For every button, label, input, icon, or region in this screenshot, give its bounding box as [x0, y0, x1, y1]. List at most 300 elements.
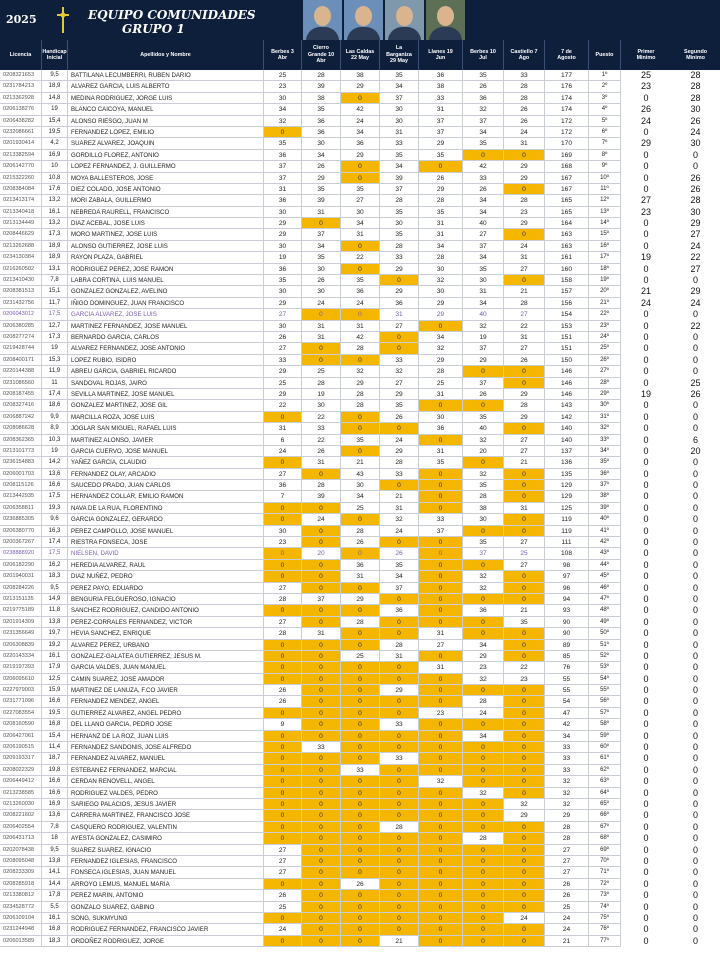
table-row: [0, 526, 720, 537]
cell-segundo-minimo: 0: [692, 742, 698, 753]
cell-licencia: 0213262688: [0, 241, 42, 252]
cell-berbes-abr: 27: [264, 309, 302, 320]
cell-las-caldas: 0: [341, 776, 380, 787]
cell-castiello: 23: [504, 674, 545, 685]
cell-primer-minimo: 0: [643, 126, 649, 137]
cell-nombre: MARCILLA ROZA, JOSE LUIS: [68, 412, 264, 423]
cell-las-caldas: 0: [341, 674, 380, 685]
cell-primer-minimo: 0: [643, 650, 649, 661]
cell-handicap: 9,6: [42, 514, 68, 525]
column-header-las-caldas: Las Caldas 22 May: [341, 40, 380, 70]
cell-berbes-abr: 26: [264, 890, 302, 901]
cell-nombre: FERNANDEZ OLAY, ARCADIO: [68, 469, 264, 480]
cell-cierro-grande: 22: [302, 435, 341, 446]
table-row: [0, 207, 720, 218]
cell-berbes-jul: 35: [463, 264, 504, 275]
cell-berbes-jul: 37: [463, 241, 504, 252]
table-row: [0, 298, 720, 309]
table-row: [0, 628, 720, 639]
cell-licencia: 0231771096: [0, 696, 42, 707]
cell-la-barganiza: 0: [380, 867, 419, 878]
table-row: [0, 366, 720, 377]
cell-segundo-minimo: 0: [692, 537, 698, 548]
cell-total: 154: [545, 309, 589, 320]
cell-nombre: CARRERA MARTINEZ, FRANCISCO JOSE: [68, 810, 264, 821]
cell-llanes: 0: [419, 913, 463, 924]
table-row: [0, 788, 720, 799]
cell-la-barganiza: 21: [380, 936, 419, 947]
cell-handicap: 15,3: [42, 355, 68, 366]
column-header-nombre: Apellidos y Nombre: [68, 40, 264, 70]
cell-berbes-abr: 23: [264, 81, 302, 92]
cell-puesto: 67º: [589, 822, 621, 833]
cell-segundo-minimo: 29: [690, 218, 701, 229]
cell-total: 125: [545, 503, 589, 514]
cell-puesto: 4º: [589, 104, 621, 115]
cell-puesto: 6º: [589, 127, 621, 138]
cell-segundo-minimo: 0: [692, 161, 698, 172]
cell-segundo-minimo: 27: [690, 263, 701, 274]
cell-nombre: CASQUERO RODRIGUEZ, VALENTIN: [68, 822, 264, 833]
cell-berbes-abr: 0: [264, 822, 302, 833]
cell-llanes: 32: [419, 343, 463, 354]
cell-puesto: 59º: [589, 731, 621, 742]
cell-puesto: 64º: [589, 788, 621, 799]
cell-las-caldas: 26: [341, 537, 380, 548]
cell-segundo-minimo: 0: [692, 935, 698, 946]
cell-puesto: 74º: [589, 902, 621, 913]
cell-llanes: 0: [419, 890, 463, 901]
cell-castiello: 0: [504, 651, 545, 662]
cell-primer-minimo: 0: [643, 149, 649, 160]
cell-castiello: 24: [504, 241, 545, 252]
cell-segundo-minimo: 0: [692, 707, 698, 718]
cell-la-barganiza: 0: [380, 594, 419, 605]
cell-llanes: 30: [419, 286, 463, 297]
cell-llanes: 0: [419, 435, 463, 446]
cell-nombre: ALONSO GUTIERREZ, JOSE LUIS: [68, 241, 264, 252]
cell-total: 33: [545, 753, 589, 764]
cell-berbes-jul: 34: [463, 195, 504, 206]
cell-nombre: GARCIA ALVAREZ, JOSE LUIS: [68, 309, 264, 320]
cell-castiello: 0: [504, 628, 545, 639]
cell-llanes: 0: [419, 924, 463, 935]
cell-castiello: 0: [504, 150, 545, 161]
cell-licencia: 0209193317: [0, 753, 42, 764]
column-header-licencia: Licencia: [0, 40, 42, 70]
cell-la-barganiza: 37: [380, 184, 419, 195]
cell-llanes: 0: [419, 696, 463, 707]
cell-nombre: GUTIERREZ ALVAREZ, ANGEL PEDRO: [68, 708, 264, 719]
cell-la-barganiza: 26: [380, 548, 419, 559]
cell-berbes-abr: 27: [264, 617, 302, 628]
cell-primer-minimo: 0: [643, 821, 649, 832]
table-row: [0, 389, 720, 400]
cell-llanes: 31: [419, 229, 463, 240]
cell-nombre: FERNANDEZ SANDONIS, JOSE ALFREDO: [68, 742, 264, 753]
cell-berbes-abr: 31: [264, 423, 302, 434]
cell-la-barganiza: 30: [380, 218, 419, 229]
cell-total: 26: [545, 890, 589, 901]
table-row: [0, 480, 720, 491]
cell-segundo-minimo: 0: [692, 799, 698, 809]
cell-castiello: 27: [504, 560, 545, 571]
table-row: [0, 879, 720, 890]
cell-handicap: 7,8: [42, 275, 68, 286]
cell-total: 170: [545, 138, 589, 149]
cell-llanes: 0: [419, 936, 463, 947]
cell-la-barganiza: 32: [380, 366, 419, 377]
cell-segundo-minimo: 0: [692, 480, 698, 491]
table-row: [0, 560, 720, 571]
cell-segundo-minimo: 0: [692, 639, 698, 650]
cell-llanes: 29: [419, 298, 463, 309]
cell-handicap: 16,2: [42, 560, 68, 571]
cell-berbes-abr: 0: [264, 127, 302, 138]
cell-handicap: 13,2: [42, 195, 68, 206]
table-row: [0, 617, 720, 628]
cell-puesto: 72º: [589, 879, 621, 890]
cell-llanes: 36: [419, 70, 463, 81]
cell-segundo-minimo: 0: [692, 628, 698, 639]
cell-cierro-grande: 0: [302, 719, 341, 730]
cell-licencia: 0220143334: [0, 651, 42, 662]
cell-nombre: CAMIN SUAREZ, JOSE AMADOR: [68, 674, 264, 685]
cell-segundo-minimo: 26: [690, 388, 701, 399]
cell-licencia: 0206308839: [0, 640, 42, 651]
cell-nombre: LABRA CORTINA, LUIS MANUEL: [68, 275, 264, 286]
cell-puesto: 15º: [589, 229, 621, 240]
cell-total: 143: [545, 400, 589, 411]
cell-llanes: 0: [419, 617, 463, 628]
cell-berbes-jul: 0: [463, 560, 504, 571]
cell-nombre: FERNANDEZ LOPEZ, EMILIO: [68, 127, 264, 138]
cell-primer-minimo: 0: [643, 183, 649, 194]
cell-primer-minimo: 0: [643, 685, 649, 696]
cell-cierro-grande: 39: [302, 81, 341, 92]
cell-la-barganiza: 0: [380, 856, 419, 867]
cell-puesto: 10º: [589, 173, 621, 184]
cell-berbes-abr: 36: [264, 150, 302, 161]
cell-la-barganiza: 0: [380, 890, 419, 901]
cell-cierro-grande: 0: [302, 924, 341, 935]
cell-llanes: 0: [419, 685, 463, 696]
cell-cierro-grande: 33: [302, 742, 341, 753]
table-row: [0, 275, 720, 286]
cell-licencia: 0213101773: [0, 446, 42, 457]
cell-puesto: 37º: [589, 480, 621, 491]
cell-nombre: DIAZ ACEBAL, JOSE LUIS: [68, 218, 264, 229]
cell-handicap: 13,8: [42, 617, 68, 628]
cell-puesto: 18º: [589, 264, 621, 275]
cell-nombre: DIEZ COLADO, JOSE ANTONIO: [68, 184, 264, 195]
cell-llanes: 0: [419, 480, 463, 491]
cell-primer-minimo: 0: [643, 514, 649, 525]
cell-berbes-abr: 0: [264, 457, 302, 468]
cell-puesto: 8º: [589, 150, 621, 161]
cell-licencia: 0206190515: [0, 742, 42, 753]
cell-primer-minimo: 0: [643, 366, 649, 377]
cell-segundo-minimo: 0: [692, 559, 698, 570]
cell-puesto: 65º: [589, 799, 621, 810]
cell-licencia: 0200367267: [0, 537, 42, 548]
cell-berbes-abr: 27: [264, 856, 302, 867]
cell-segundo-minimo: 28: [690, 70, 701, 80]
cell-handicap: 16,8: [42, 719, 68, 730]
cell-las-caldas: 0: [341, 708, 380, 719]
table-row: [0, 514, 720, 525]
table-row: [0, 674, 720, 685]
cell-puesto: 51º: [589, 640, 621, 651]
cell-la-barganiza: 26: [380, 412, 419, 423]
cell-llanes: 0: [419, 503, 463, 514]
cell-berbes-abr: 29: [264, 389, 302, 400]
cell-berbes-abr: 0: [264, 674, 302, 685]
cell-berbes-jul: 0: [463, 845, 504, 856]
cell-nombre: PEREZ CAMPOLLO, JOSE MANUEL: [68, 526, 264, 537]
cell-berbes-abr: 0: [264, 731, 302, 742]
cell-nombre: GONZALEZ GONZALEZ, AVELINO: [68, 286, 264, 297]
cell-cierro-grande: 26: [302, 446, 341, 457]
cell-berbes-abr: 0: [264, 753, 302, 764]
cell-primer-minimo: 0: [643, 411, 649, 422]
cell-las-caldas: 0: [341, 423, 380, 434]
cell-llanes: 0: [419, 856, 463, 867]
cell-handicap: 16,6: [42, 788, 68, 799]
cell-las-caldas: 0: [341, 605, 380, 616]
year-label: 2025: [6, 13, 37, 26]
cell-segundo-minimo: 0: [692, 753, 698, 764]
cell-segundo-minimo: 0: [692, 149, 698, 160]
cell-las-caldas: 0: [341, 856, 380, 867]
cell-la-barganiza: 0: [380, 343, 419, 354]
cell-llanes: 28: [419, 366, 463, 377]
cell-segundo-minimo: 26: [690, 115, 701, 126]
cell-total: 157: [545, 286, 589, 297]
cell-llanes: 0: [419, 537, 463, 548]
cell-nombre: BLANCO CAICOYA, MANUEL: [68, 104, 264, 115]
cell-berbes-jul: 0: [463, 753, 504, 764]
cell-segundo-minimo: 0: [692, 844, 698, 855]
cell-puesto: 62º: [589, 765, 621, 776]
cell-total: 174: [545, 104, 589, 115]
cell-primer-minimo: 0: [643, 240, 649, 251]
cell-total: 137: [545, 446, 589, 457]
cell-la-barganiza: 28: [380, 640, 419, 651]
cell-total: 28: [545, 833, 589, 844]
cell-handicap: 14,8: [42, 93, 68, 104]
cell-llanes: 0: [419, 560, 463, 571]
cell-cierro-grande: 0: [302, 879, 341, 890]
cell-berbes-jul: 0: [463, 822, 504, 833]
cell-total: 25: [545, 902, 589, 913]
cell-berbes-jul: 35: [463, 480, 504, 491]
cell-licencia: 0206142770: [0, 161, 42, 172]
cell-las-caldas: 31: [341, 571, 380, 582]
cell-llanes: 31: [419, 104, 463, 115]
cell-berbes-jul: 0: [463, 719, 504, 730]
table-row: [0, 753, 720, 764]
cell-primer-minimo: 0: [643, 719, 649, 730]
cell-total: 177: [545, 70, 589, 81]
cell-berbes-abr: 25: [264, 902, 302, 913]
cell-berbes-jul: 28: [463, 491, 504, 502]
cell-puesto: 16º: [589, 241, 621, 252]
cell-berbes-jul: 30: [463, 514, 504, 525]
cell-castiello: 0: [504, 184, 545, 195]
cell-las-caldas: 43: [341, 469, 380, 480]
cell-licencia: 0213151135: [0, 594, 42, 605]
cell-licencia: 0208284226: [0, 583, 42, 594]
cell-total: 165: [545, 207, 589, 218]
cell-nombre: GARCIA GONZALEZ, GERARDO: [68, 514, 264, 525]
cell-segundo-minimo: 26: [690, 183, 701, 194]
cell-nombre: SANDOVAL ROJAS, JAIRO: [68, 378, 264, 389]
cell-castiello: 0: [504, 742, 545, 753]
cell-la-barganiza: 0: [380, 776, 419, 787]
cell-segundo-minimo: 22: [690, 320, 701, 331]
cell-castiello: 31: [504, 252, 545, 263]
cell-licencia: 0213260030: [0, 799, 42, 810]
cross-icon: [55, 5, 71, 35]
cell-puesto: 68º: [589, 833, 621, 844]
cell-castiello: 33: [504, 70, 545, 81]
column-header-castiello: Castiello 7 Ago: [504, 40, 545, 70]
cell-total: 153: [545, 321, 589, 332]
cell-llanes: 0: [419, 583, 463, 594]
cell-segundo-minimo: 28: [690, 92, 701, 103]
cell-las-caldas: 0: [341, 355, 380, 366]
cell-berbes-abr: 24: [264, 924, 302, 935]
cell-berbes-jul: 0: [463, 400, 504, 411]
cell-llanes: 35: [419, 207, 463, 218]
table-row: [0, 229, 720, 240]
cell-total: 164: [545, 218, 589, 229]
cell-castiello: 0: [504, 902, 545, 913]
cell-la-barganiza: 37: [380, 93, 419, 104]
cell-berbes-abr: 19: [264, 252, 302, 263]
cell-berbes-abr: 0: [264, 810, 302, 821]
cell-nombre: CERDAN RENOVELL, ANGEL: [68, 776, 264, 787]
cell-primer-minimo: 26: [640, 104, 651, 115]
cell-primer-minimo: 0: [643, 229, 649, 240]
cell-la-barganiza: 0: [380, 708, 419, 719]
cell-berbes-abr: 0: [264, 742, 302, 753]
cell-licencia: 0206095610: [0, 674, 42, 685]
cell-puesto: 20º: [589, 286, 621, 297]
table-row: [0, 332, 720, 343]
cell-segundo-minimo: 0: [692, 890, 698, 901]
table-row: [0, 924, 720, 935]
cell-total: 146: [545, 366, 589, 377]
cell-llanes: 0: [419, 400, 463, 411]
cell-llanes: 31: [419, 446, 463, 457]
cell-berbes-abr: 30: [264, 321, 302, 332]
cell-llanes: 0: [419, 491, 463, 502]
cell-primer-minimo: 0: [643, 525, 649, 536]
cell-handicap: 16,1: [42, 207, 68, 218]
cell-berbes-jul: 29: [463, 651, 504, 662]
cell-la-barganiza: 0: [380, 696, 419, 707]
cell-berbes-abr: 0: [264, 571, 302, 582]
cell-handicap: 16,1: [42, 651, 68, 662]
cell-segundo-minimo: 0: [692, 423, 698, 434]
cell-llanes: 33: [419, 514, 463, 525]
cell-puesto: 11º: [589, 184, 621, 195]
cell-segundo-minimo: 0: [692, 719, 698, 730]
cell-cierro-grande: 30: [302, 138, 341, 149]
cell-la-barganiza: 0: [380, 628, 419, 639]
cell-la-barganiza: 30: [380, 116, 419, 127]
cell-llanes: 29: [419, 184, 463, 195]
cell-total: 172: [545, 116, 589, 127]
avatar-4: [426, 0, 465, 40]
cell-la-barganiza: 0: [380, 799, 419, 810]
cell-castiello: 26: [504, 355, 545, 366]
cell-handicap: 13,8: [42, 856, 68, 867]
cell-llanes: 0: [419, 571, 463, 582]
cell-total: 24: [545, 913, 589, 924]
cell-cierro-grande: 0: [302, 640, 341, 651]
cell-handicap: 17,5: [42, 309, 68, 320]
cell-castiello: 0: [504, 480, 545, 491]
cell-llanes: 26: [419, 173, 463, 184]
cell-la-barganiza: 28: [380, 822, 419, 833]
cell-castiello: 0: [504, 526, 545, 537]
cell-handicap: 19: [42, 343, 68, 354]
cell-primer-minimo: 0: [643, 776, 649, 787]
cell-cierro-grande: 0: [302, 343, 341, 354]
cell-berbes-abr: 0: [264, 503, 302, 514]
cell-berbes-jul: 0: [463, 799, 504, 810]
cell-licencia: 0220144388: [0, 366, 42, 377]
cell-licencia: 0201930414: [0, 138, 42, 149]
cell-cierro-grande: 22: [302, 412, 341, 423]
cell-licencia: 0219428744: [0, 343, 42, 354]
cell-puesto: 71º: [589, 867, 621, 878]
cell-cierro-grande: 34: [302, 241, 341, 252]
cell-cierro-grande: 0: [302, 856, 341, 867]
cell-nombre: NAVA DE LA RUA, FLORENTINO: [68, 503, 264, 514]
cell-licencia: 0206358811: [0, 503, 42, 514]
cell-las-caldas: 34: [341, 491, 380, 502]
cell-total: 156: [545, 298, 589, 309]
cell-berbes-jul: 0: [463, 924, 504, 935]
cell-berbes-abr: 32: [264, 116, 302, 127]
cell-nombre: JOGLAR SAN MIGUEL, RAFAEL LUIS: [68, 423, 264, 434]
cell-berbes-jul: 32: [463, 788, 504, 799]
cell-las-caldas: 0: [341, 742, 380, 753]
column-header-segundo-minimo: Segundo Minimo: [683, 48, 708, 61]
cell-castiello: 0: [504, 879, 545, 890]
cell-la-barganiza: 29: [380, 286, 419, 297]
cell-las-caldas: 0: [341, 822, 380, 833]
cell-castiello: 26: [504, 116, 545, 127]
cell-berbes-abr: 27: [264, 867, 302, 878]
cell-total: 150: [545, 355, 589, 366]
cell-la-barganiza: 35: [380, 229, 419, 240]
cell-total: 167: [545, 184, 589, 195]
cell-berbes-jul: 33: [463, 173, 504, 184]
cell-cierro-grande: 26: [302, 161, 341, 172]
cell-llanes: 0: [419, 788, 463, 799]
cell-llanes: 0: [419, 651, 463, 662]
cell-nombre: DIAZ NUÑEZ, PEDRO: [68, 571, 264, 582]
cell-puesto: 13º: [589, 207, 621, 218]
cell-handicap: 12,7: [42, 321, 68, 332]
cell-total: 34: [545, 731, 589, 742]
cell-total: 111: [545, 537, 589, 548]
